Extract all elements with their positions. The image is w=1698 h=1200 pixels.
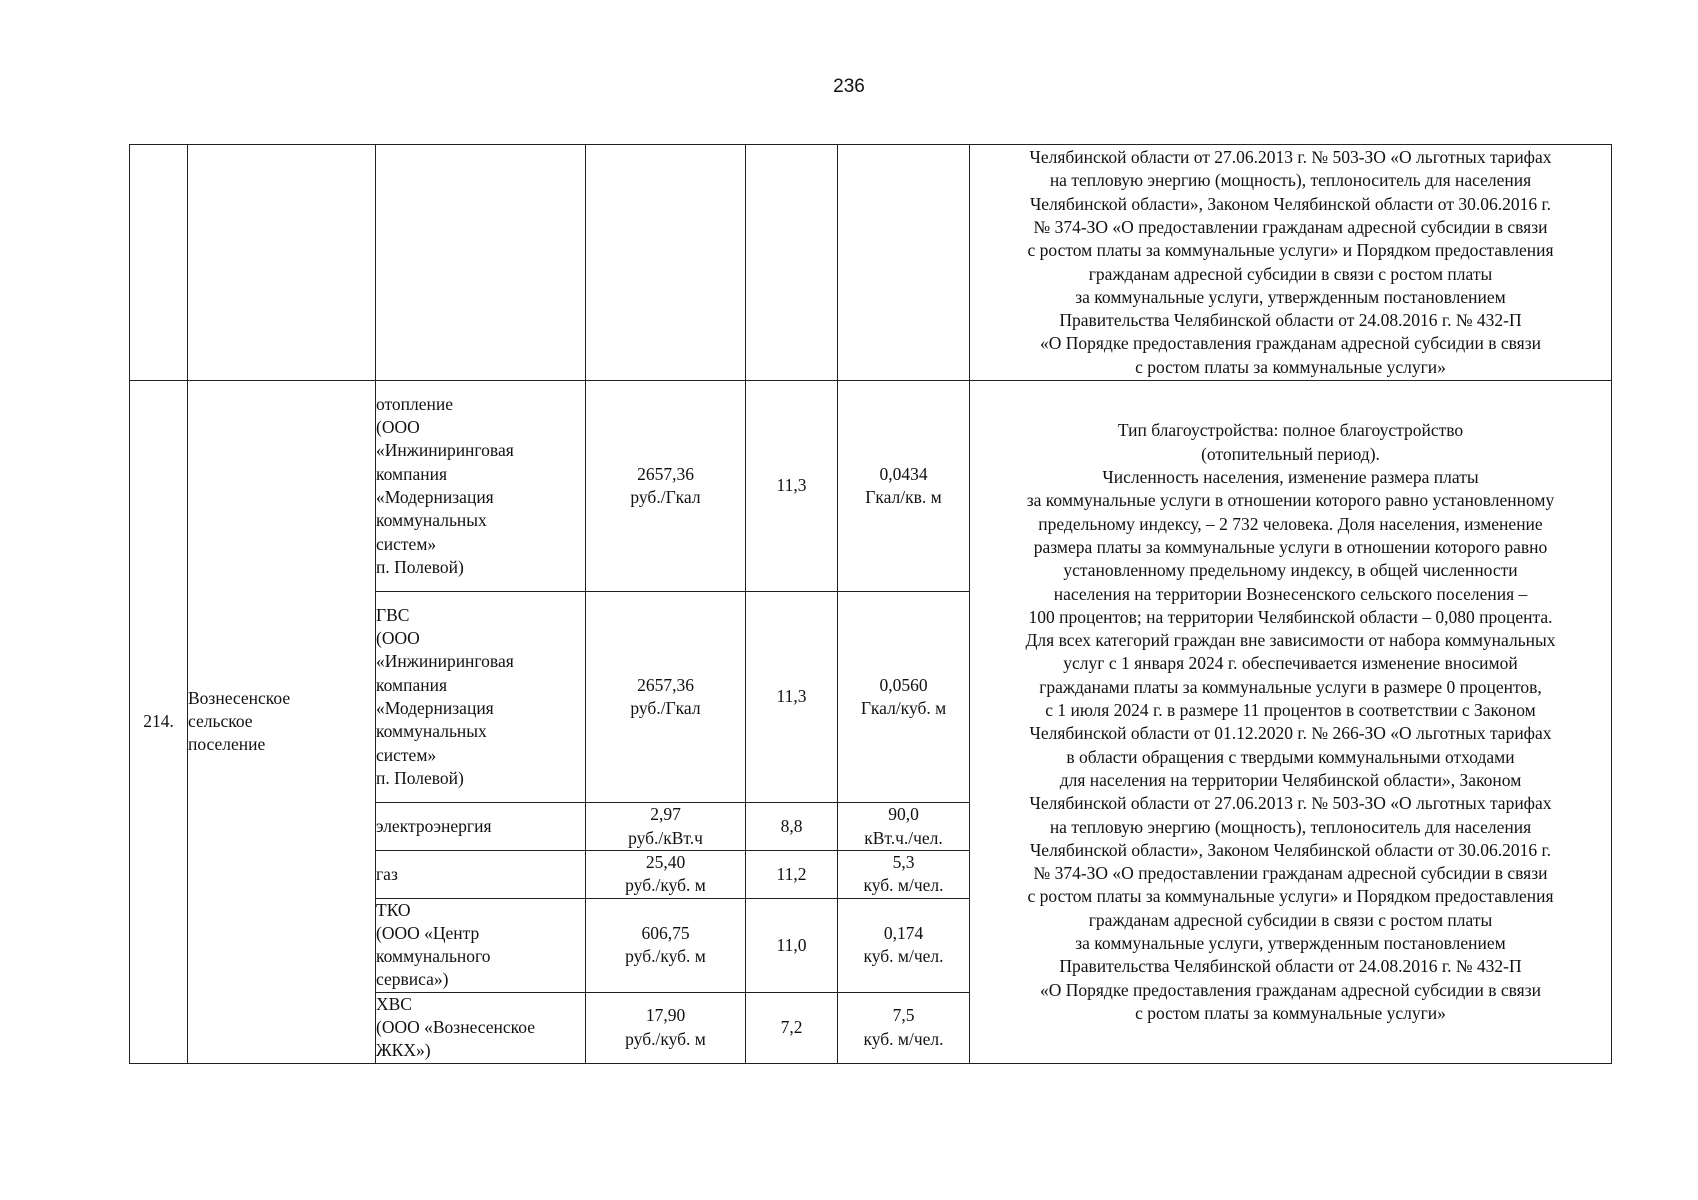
consumption-volume: 0,0434 Гкал/кв. м (838, 381, 970, 592)
service-name: отопление (ООО «Инжиниринговая компания «Модернизация коммунальных систем» п. Полевой) (376, 381, 586, 592)
growth-index: 8,8 (746, 803, 838, 851)
justification-text: Тип благоустройства: полное благоустройство (отопительный период). Численность населения, изменение размера платы за коммунальные услуги в отношении которого равно установленному предельному индексу, – 2 732 человека. Доля населения, изменение размера платы за коммунальные услуги в отношении которого равно установленному предельному индексу, в общей численности населения на территории Вознесенского сельского поселения – 100 процентов; на территории Челябинской области – 0,080 процента. Для всех категорий граждан вне зависимости от набора коммунальных услуг с 1 января 2024 г. обеспечивается изменение вносимой гражданами платы за коммунальные услуги в размере 0 процентов, с 1 июля 2024 г. в размере 11 процентов в соответствии с Законом Челябинской области от 01.12.2020 г. № 266-ЗО «О льготных тарифах в области обращения с твердыми коммунальными отходами для населения на территории Челябинской области», Законом Челябинской области от 27.06.2013 г. № 503-ЗО «О льготных тарифах на тепловую энергию (мощность), теплоноситель для населения Челябинской области», Законом Челябинской области от 30.06.2016 г. № 374-ЗО «О предоставлении гражданам адресной субсидии в связи с ростом платы за коммунальные услуги» и Порядком предоставления гражданам адресной субсидии в связи с ростом платы за коммунальные услуги, утвержденным постановлением Правительства Челябинской области от 24.08.2016 г. № 432-П «О Порядке предоставления гражданам адресной субсидии в связи с ростом платы за коммунальные услуги» (970, 381, 1612, 1064)
tariff-value: 17,90 руб./куб. м (586, 992, 746, 1063)
justification-continuation: Челябинской области от 27.06.2013 г. № 503-ЗО «О льготных тарифах на тепловую энергию (мощность), теплоноситель для населения Челябинской области», Законом Челябинской области от 30.06.2016 г. № 374-ЗО «О предоставлении гражданам адресной субсидии в связи с ростом платы за коммунальные услуги» и Порядком предоставления гражданам адресной субсидии в связи с ростом платы за коммунальные услуги, утвержденным постановлением Правительства Челябинской области от 24.08.2016 г. № 432-П «О Порядке предоставления гражданам адресной субсидии в связи с ростом платы за коммунальные услуги» (970, 145, 1612, 381)
tariff-value: 2,97 руб./кВт.ч (586, 803, 746, 851)
cell-empty-settlement (188, 145, 376, 381)
consumption-volume: 0,0560 Гкал/куб. м (838, 592, 970, 803)
service-name: газ (376, 851, 586, 899)
consumption-volume: 90,0 кВт.ч./чел. (838, 803, 970, 851)
page-number: 236 (833, 76, 865, 97)
tariff-value: 25,40 руб./куб. м (586, 851, 746, 899)
service-name: ХВС (ООО «Вознесенское ЖКХ») (376, 992, 586, 1063)
growth-index: 11,3 (746, 592, 838, 803)
settlement-name: Вознесенское сельское поселение (188, 381, 376, 1064)
consumption-volume: 5,3 куб. м/чел. (838, 851, 970, 899)
service-name: ТКО (ООО «Центр коммунального сервиса») (376, 898, 586, 992)
table-row-continuation (130, 145, 1612, 381)
service-name: ГВС (ООО «Инжиниринговая компания «Модернизация коммунальных систем» п. Полевой) (376, 592, 586, 803)
cell-empty-service (376, 145, 586, 381)
cell-empty-growth (746, 145, 838, 381)
tariff-value: 2657,36 руб./Гкал (586, 592, 746, 803)
growth-index: 11,0 (746, 898, 838, 992)
table-row (130, 381, 1612, 592)
entry-number: 214. (130, 381, 188, 1064)
growth-index: 11,2 (746, 851, 838, 899)
consumption-volume: 0,174 куб. м/чел. (838, 898, 970, 992)
cell-empty-tariff (586, 145, 746, 381)
cell-empty-volume (838, 145, 970, 381)
cell-empty-number (130, 145, 188, 381)
growth-index: 7,2 (746, 992, 838, 1063)
tariff-table (129, 144, 1612, 1064)
tariff-value: 606,75 руб./куб. м (586, 898, 746, 992)
growth-index: 11,3 (746, 381, 838, 592)
service-name: электроэнергия (376, 803, 586, 851)
consumption-volume: 7,5 куб. м/чел. (838, 992, 970, 1063)
tariff-value: 2657,36 руб./Гкал (586, 381, 746, 592)
